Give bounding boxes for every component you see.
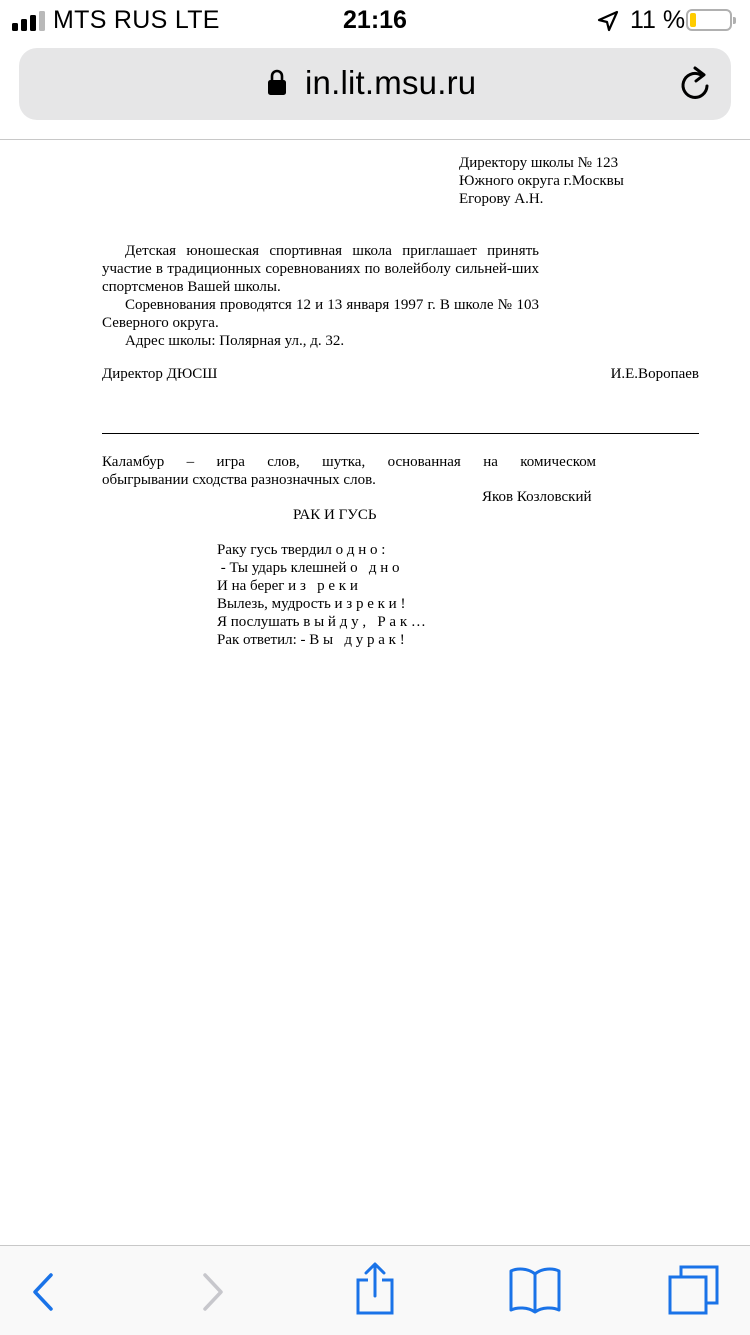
bookmarks-icon[interactable] xyxy=(508,1266,562,1314)
lock-icon xyxy=(267,68,287,96)
letter-body xyxy=(102,242,539,350)
signature-name: И.Е.Воропаев xyxy=(610,366,699,382)
poem-author: Яков Козловский xyxy=(482,489,592,505)
definition-paragraph xyxy=(102,453,596,489)
forward-icon[interactable] xyxy=(202,1273,224,1311)
bookmarks-button[interactable] xyxy=(505,1246,565,1335)
browser-chrome-divider xyxy=(0,139,750,140)
reload-icon[interactable] xyxy=(679,66,713,102)
definition-line: обыгрывании сходства разнозначных слов. xyxy=(102,472,376,488)
letter-paragraph: Детская юношеская спортивная школа приглашает принять участие в традиционных соревнованиях по волейболу сильней-ших спортсменов Вашей школы. xyxy=(102,243,539,295)
signature-title: Директор ДЮСШ xyxy=(102,366,218,382)
poem-line: И на берег и з р е к и xyxy=(217,578,358,594)
poem-line: Рак ответил: - В ы д у р а к ! xyxy=(217,632,405,648)
address-bar[interactable] xyxy=(19,48,731,120)
addressee-line: Егорову А.Н. xyxy=(459,191,544,207)
addressee-line: Директору школы № 123 xyxy=(459,155,619,171)
letter-paragraph: Адрес школы: Полярная ул., д. 32. xyxy=(125,333,345,349)
browser-toolbar xyxy=(0,1245,750,1335)
share-icon[interactable] xyxy=(354,1262,396,1316)
url-text[interactable]: in.lit.msu.ru xyxy=(305,64,477,101)
tabs-icon[interactable] xyxy=(667,1264,721,1316)
back-icon[interactable] xyxy=(32,1273,54,1311)
letter-paragraph: Соревнования проводятся 12 и 13 января 1997 г. В школе № 103 Северного округа. xyxy=(102,297,539,331)
battery-percentage: 11 % xyxy=(630,6,686,34)
carrier-label: MTS RUS LTE xyxy=(53,6,220,34)
location-arrow-icon xyxy=(597,10,619,32)
addressee-line: Южного округа г.Москвы xyxy=(459,173,624,189)
poem-line: - Ты ударь клешней о д н о xyxy=(217,560,400,576)
poem-body xyxy=(217,541,426,649)
share-button[interactable] xyxy=(350,1246,400,1335)
addressee-block xyxy=(459,154,624,208)
definition-line: Каламбур – игра слов, шутка, основанная на комическом xyxy=(102,454,596,470)
poem-line: Я послушать в ы й д у , Р а к … xyxy=(217,614,426,630)
forward-button[interactable] xyxy=(190,1246,240,1335)
back-button[interactable] xyxy=(20,1246,70,1335)
status-bar xyxy=(0,0,750,42)
horizontal-rule xyxy=(102,433,699,434)
poem-line: Вылезь, мудрость и з р е к и ! xyxy=(217,596,406,612)
status-time: 21:16 xyxy=(343,6,407,34)
tabs-button[interactable] xyxy=(665,1246,723,1335)
poem-title: РАК И ГУСЬ xyxy=(293,507,377,523)
battery-icon xyxy=(686,9,732,31)
poem-line: Раку гусь твердил о д н о : xyxy=(217,542,386,558)
